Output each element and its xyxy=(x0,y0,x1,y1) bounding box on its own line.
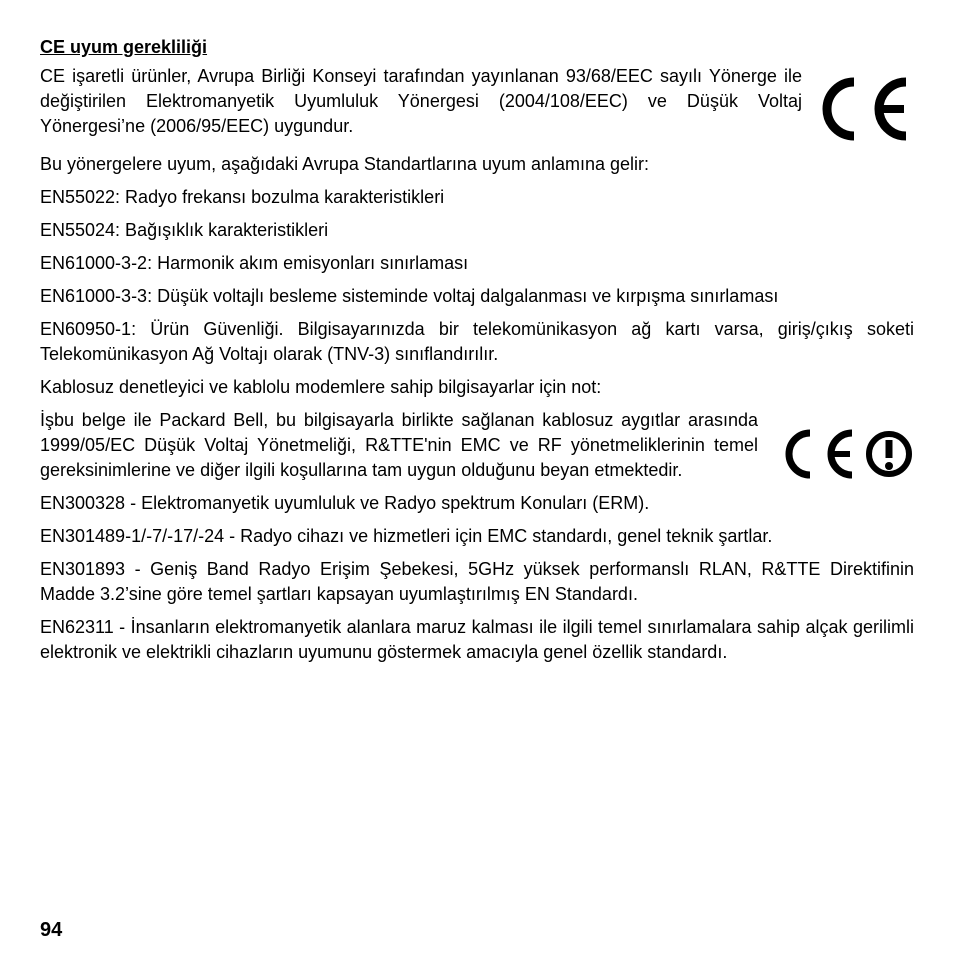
standard-en61000-3-2: EN61000-3-2: Harmonik akım emisyonları sınırlaması xyxy=(40,253,469,273)
standard-en62311: EN62311 - İnsanların elektromanyetik alanlara maruz kalması ile ilgili temel sınırlamalara sahip alçak gerilimli elektronik ve elektrikli cihazların uyumunu göstermek amacıyla genel özellik standardı. xyxy=(40,617,914,662)
ce-mark-icon xyxy=(820,74,914,144)
standard-en55024: EN55024: Bağışıklık karakteristikleri xyxy=(40,220,329,240)
standard-en301893: EN301893 - Geniş Band Radyo Erişim Şebekesi, 5GHz yüksek performanslı RLAN, R&TTE Direktifinin Madde 3.2’sine göre temel şartları kapsayan uyumlaştırılmış EN Standardı. xyxy=(40,559,914,604)
ce-intro-paragraph: CE işaretli ürünler, Avrupa Birliği Konseyi tarafından yayınlanan 93/68/EEC sayılı Yönerge ile değiştirilen Elektromanyetik Uyumluluk Yönergesi (2004/108/EEC) ve Düşük Voltaj Yönergesi’ne (2006/95/EEC) uygundur. xyxy=(40,66,802,136)
document-page xyxy=(40,36,914,673)
declaration-row xyxy=(40,408,914,483)
page-number: 94 xyxy=(40,919,63,941)
section-heading: CE uyum gerekliliği xyxy=(40,37,208,57)
declaration-paragraph: İşbu belge ile Packard Bell, bu bilgisayarla birlikte sağlanan kablosuz aygıtlar arasında 1999/05/EC Düşük Voltaj Yönetmeliği, R&TTE'nin EMC ve RF yönetmeliklerinin temel gereksinimlerine ve diğer ilgili koşullarına tam uygun olduğunu beyan etmektedir. xyxy=(40,410,758,480)
standard-en301489: EN301489-1/-7/-17/-24 - Radyo cihazı ve hizmetleri için EMC standardı, genel teknik şartlar. xyxy=(40,526,773,546)
ce-alert-mark-icon xyxy=(780,428,914,480)
ce-intro-row xyxy=(40,64,914,144)
standard-en61000-3-3: EN61000-3-3: Düşük voltajlı besleme sisteminde voltaj dalgalanması ve kırpışma sınırlaması xyxy=(40,286,779,306)
wireless-note: Kablosuz denetleyici ve kablolu modemlere sahip bilgisayarlar için not: xyxy=(40,377,602,397)
standard-en55022: EN55022: Radyo frekansı bozulma karakteristikleri xyxy=(40,187,445,207)
standard-en60950-1: EN60950-1: Ürün Güvenliği. Bilgisayarınızda bir telekomünikasyon ağ kartı varsa, giriş/çıkış soketi Telekomünikasyon Ağ Voltajı olarak (TNV-3) sınıflandırılır. xyxy=(40,319,914,364)
standards-intro: Bu yönergelere uyum, aşağıdaki Avrupa Standartlarına uyum anlamına gelir: xyxy=(40,154,650,174)
standard-en300328: EN300328 - Elektromanyetik uyumluluk ve Radyo spektrum Konuları (ERM). xyxy=(40,493,650,513)
